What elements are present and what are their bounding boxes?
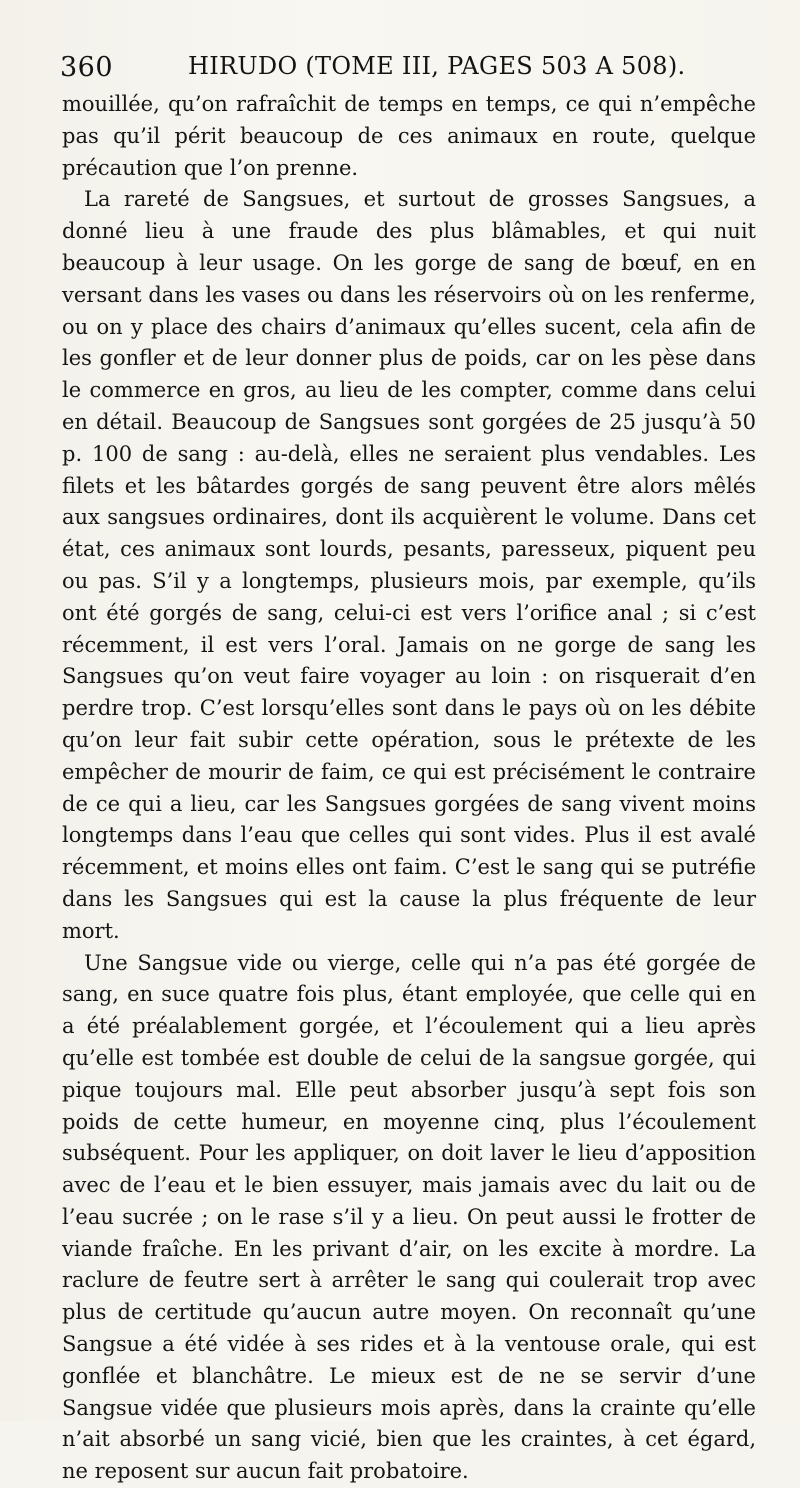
page-header [60,52,760,92]
body-text [62,89,756,1488]
running-head: HIRUDO (TOME III, PAGES 503 A 508). [188,52,686,80]
page-number: 360 [60,52,114,83]
paragraph-continuation: mouillée, qu’on rafraîchit de temps en temps, ce qui n’empêche pas qu’il périt beaucoup de ces animaux en route, quelque précaution que l’on prenne. [62,92,756,180]
paragraph-sangsue-vierge: Une Sangsue vide ou vierge, celle qui n’a pas été gorgée de sang, en suce quatre fois plus, étant employée, que celle qui en a été préalablement gorgée, et l’écoulement qui a lieu après qu’elle est tombée est double de celui de la sangsue gorgée, qui pique toujours mal. Elle peut absorber jusqu’à sept fois son poids de cette humeur, en moyenne cinq, plus l’écoulement subséquent. Pour les appliquer, on doit laver le lieu d’apposition avec de l’eau et le bien essuyer, mais jamais avec du lait ou de l’eau sucrée ; on le rase s’il y a lieu. On peut aussi le frotter de viande fraîche. En les privant d’air, on les excite à mordre. La raclure de feutre sert à arrêter le sang qui coulerait trop avec plus de certitude qu’aucun autre moyen. On reconnaît qu’une Sangsue a été vidée à ses rides et à la ventouse orale, qui est gonflée et blanchâtre. Le mieux est de ne se servir d’une Sangsue vidée que plusieurs mois après, dans la crainte qu’elle n’ait absorbé un sang vicié, bien que les craintes, à cet égard, ne reposent sur aucun fait probatoire. [62,950,756,1484]
paragraph-fraude: La rareté de Sangsues, et surtout de grosses Sangsues, a donné lieu à une fraude des plus blâmables, et qui nuit beaucoup à leur usage. On les gorge de sang de bœuf, en en versant dans les vases ou dans les réservoirs où on les renferme, ou on y place des chairs d’animaux qu’elles sucent, cela afin de les gonfler et de leur donner plus de poids, car on les pèse dans le commerce en gros, au lieu de les compter, comme dans celui en détail. Beaucoup de Sangsues sont gorgées de 25 jusqu’à 50 p. 100 de sang : au-delà, elles ne seraient plus vendables. Les filets et les bâtardes gorgés de sang peuvent être alors mêlés aux sangsues ordinaires, dont ils acquièrent le volume. Dans cet état, ces animaux sont lourds, pesants, paresseux, piquent peu ou pas. S’il y a longtemps, plusieurs mois, par exemple, qu’ils ont été gorgés de sang, celui-ci est vers l’orifice anal ; si c’est récemment, il est vers l’oral. Jamais on ne gorge de sang les Sangsues qu’on veut faire voyager au loin : on risquerait d’en perdre trop. C’est lorsqu’elles sont dans le pays où on les débite qu’on leur fait subir cette opération, sous le prétexte de les empêcher de mourir de faim, ce qui est précisément le contraire de ce qui a lieu, car les Sangsues gorgées de sang vivent moins longtemps dans l’eau que celles qui sont vides. Plus il est avalé récemment, et moins elles ont faim. C’est le sang qui se putréfie dans les Sangsues qui est la cause la plus fréquente de leur mort. [62,187,756,943]
